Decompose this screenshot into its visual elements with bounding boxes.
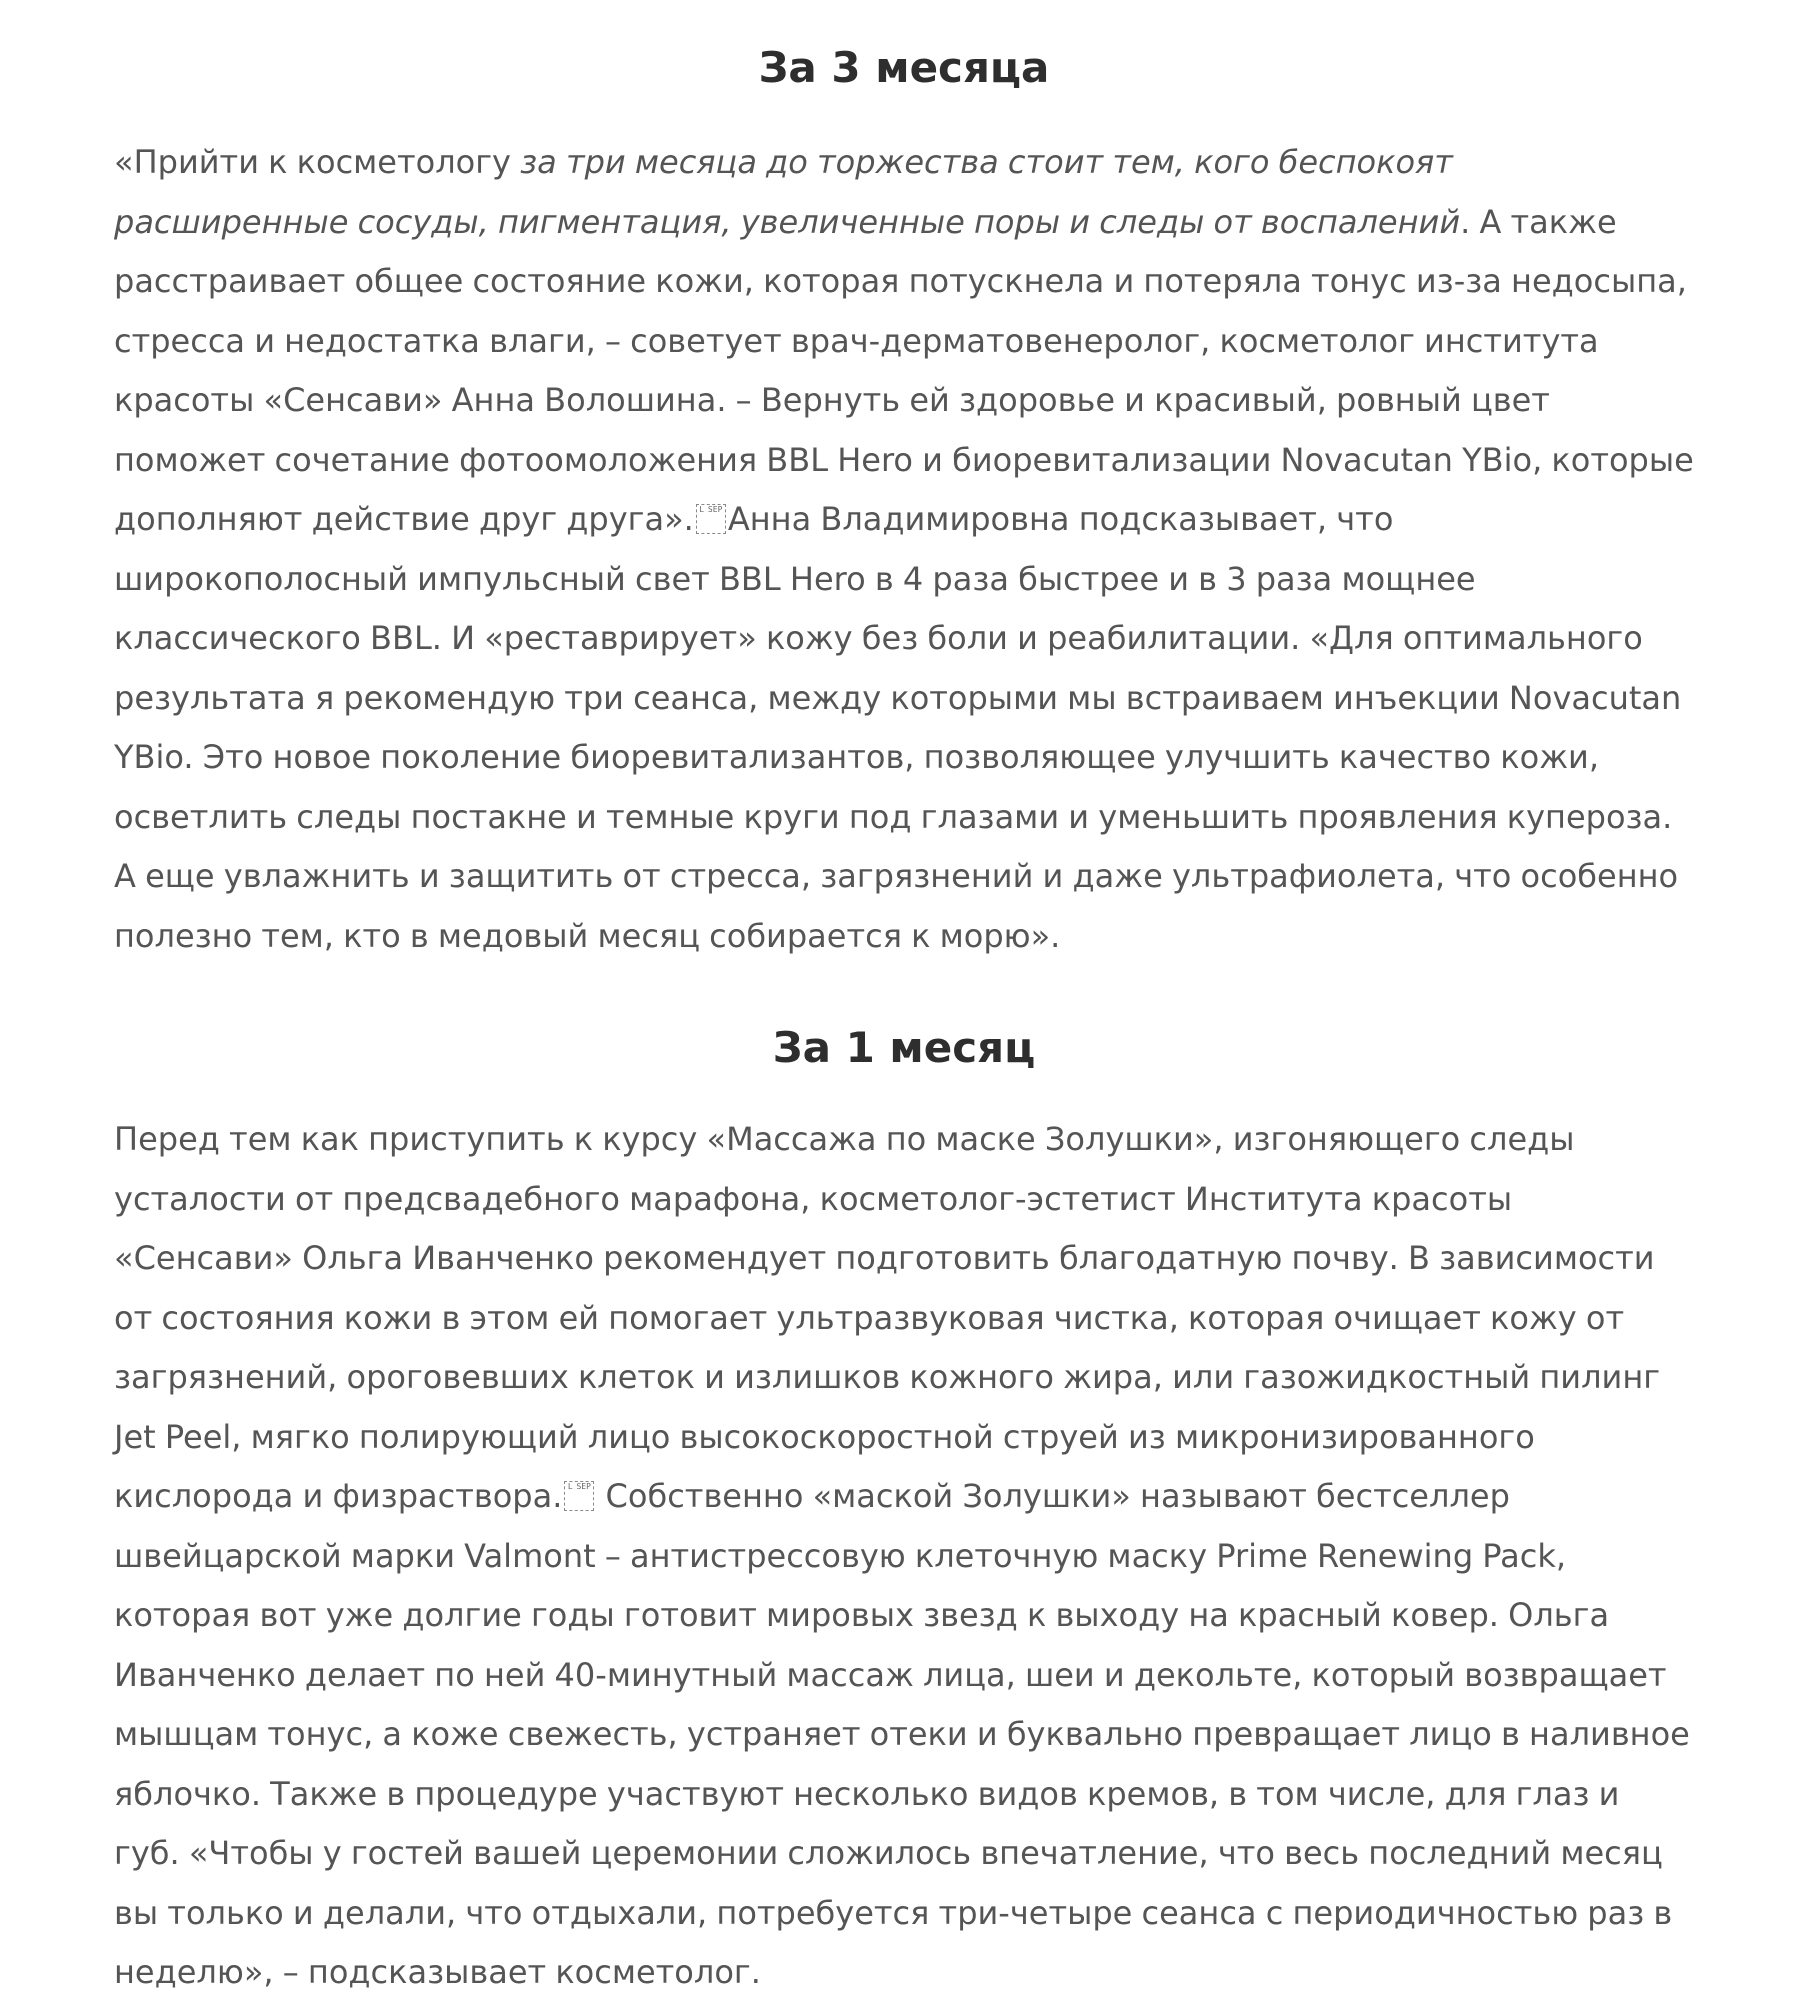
section-paragraph-1-month bbox=[114, 1110, 1694, 2003]
section-heading-3-months: За 3 месяца bbox=[758, 43, 1050, 92]
section-paragraph-3-months bbox=[114, 133, 1694, 966]
paragraph-text-start: Перед тем как приступить к курсу «Массажа по маске Золушки», изгоняющего следы усталости от предсвадебного марафона, косметолог-эстетист Института красоты «Сенсави» Ольга Иванченко рекомендует подготовить благодатную почву. В зависимости от состояния кожи в этом ей помогает ультразвуковая чистка, которая очищает кожу от загрязнений, ороговевших клеток и излишков кожного жира, или газожидкостный пилинг Jet Peel, мягко полирующий лицо высокоскоростной струей из микронизированного кислорода и физраствора. bbox=[114, 1120, 1661, 1515]
line-separator-icon: L SEP bbox=[564, 1481, 594, 1511]
section-heading-1-month: За 1 месяц bbox=[772, 1023, 1036, 1072]
paragraph-text-start: «Прийти к косметологу bbox=[114, 143, 521, 181]
paragraph-text-middle: . А также расстраивает общее состояние кожи, которая потускнела и потеряла тонус из-за недосыпа, стресса и недостатка влаги, – советует врач-дерматовенеролог, косметолог института красоты «Сенсави» Анна Волошина. – Вернуть ей здоровье и красивый, ровный цвет поможет сочетание фотоомоложения BBL Hero и биоревитализации Novacutan YBio, которые дополняют действие друг друга». bbox=[114, 202, 1694, 538]
paragraph-text-end: Анна Владимировна подсказывает, что широкополосный импульсный свет BBL Hero в 4 раза быстрее и в 3 раза мощнее классического BBL. И «реставрирует» кожу без боли и реабилитации. «Для оптимального результата я рекомендую три сеанса, между которыми мы встраиваем инъекции Novacutan YBio. Это новое поколение биоревитализантов, позволяющее улучшить качество кожи, осветлить следы постакне и темные круги под глазами и уменьшить проявления купероза. А еще увлажнить и защитить от стресса, загрязнений и даже ультрафиолета, что особенно полезно тем, кто в медовый месяц собирается к морю». bbox=[114, 500, 1682, 955]
paragraph-text-italic: за три месяца до торжества стоит тем, кого беспокоят расширенные сосуды, пигментация, увеличенные поры и следы от воспалений bbox=[114, 143, 1461, 241]
line-separator-icon: L SEP bbox=[696, 504, 726, 534]
paragraph-text-end: Собственно «маской Золушки» называют бестселлер швейцарской марки Valmont – антистрессовую клеточную маску Prime Renewing Pack, которая вот уже долгие годы готовит мировых звезд к выходу на красный ковер. Ольга Иванченко делает по ней 40-минутный массаж лица, шеи и декольте, который возвращает мышцам тонус, а коже свежесть, устраняет отеки и буквально превращает лицо в наливное яблочко. Также в процедуре участвуют несколько видов кремов, в том числе, для глаз и губ. «Чтобы у гостей вашей церемонии сложилось впечатление, что весь последний месяц вы только и делали, что отдыхали, потребуется три-четыре сеанса с периодичностью раз в неделю», – подсказывает косметолог. bbox=[114, 1477, 1690, 1991]
